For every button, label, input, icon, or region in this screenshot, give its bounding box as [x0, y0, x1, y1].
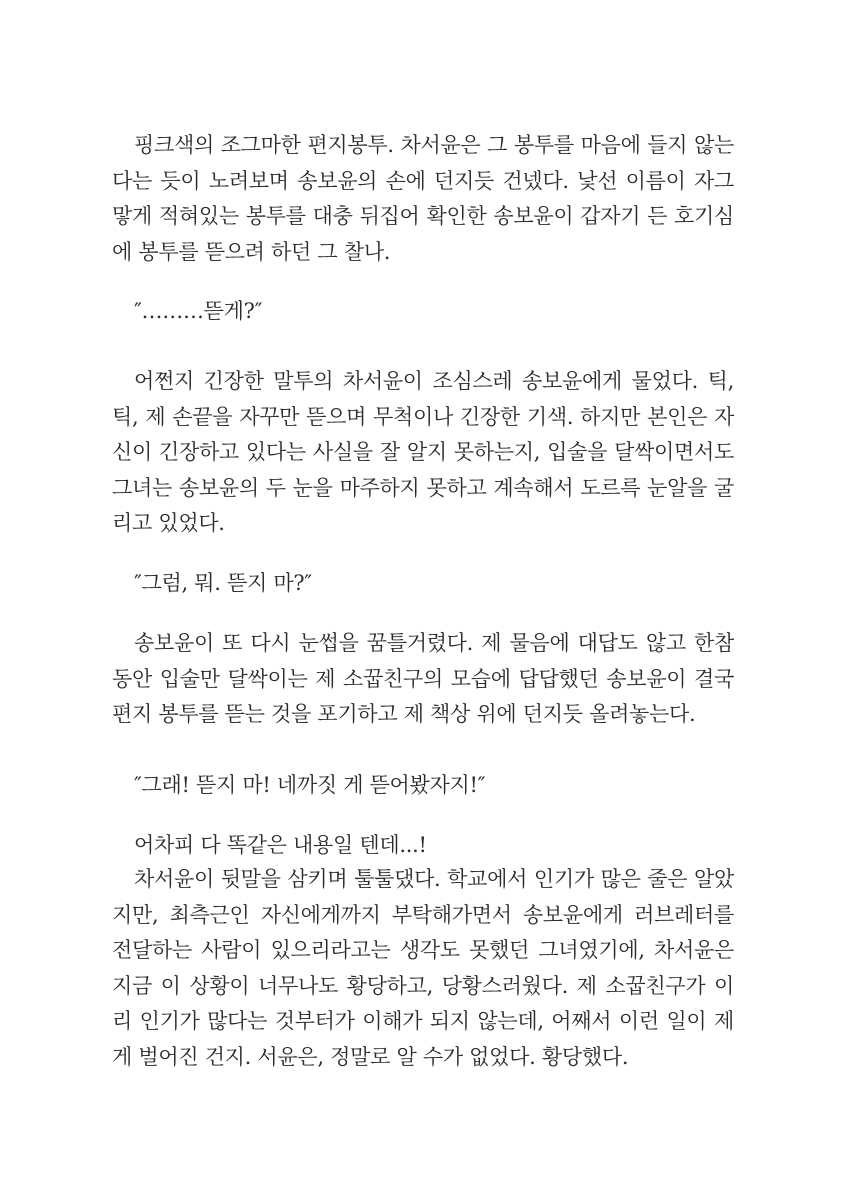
- paragraph-grumble: 차서윤이 뒷말을 삼키며 툴툴댔다. 학교에서 인기가 많은 줄은 알았지만, 최측근인 자신에게까지 부탁해가면서 송보윤에게 러브레터를 전달하는 사람이 있으리라고는 생각도 못했던 그녀였기에, 차서윤은 지금 이 상황이 너무나도 황당하고, 당황스러웠다. 제 소꿉친구가 이리 인기가 많다는 것부터가 이해가 되지 않는데, 어째서 이런 일이 제게 벌어진 건지. 서윤은, 정말로 알 수가 없었다. 황당했다.: [112, 867, 734, 1069]
- paragraph-envelope: 핑크색의 조그마한 편지봉투. 차서윤은 그 봉투를 마음에 들지 않는다는 듯이 노려보며 송보윤의 손에 던지듯 건넸다. 낯선 이름이 자그맣게 적혀있는 봉투를 대충 뒤집어 확인한 송보윤이 갑자기 든 호기심에 봉투를 뜯으려 하던 그 찰나.: [112, 133, 734, 264]
- paragraph-frown: 송보윤이 또 다시 눈썹을 꿈틀거렸다. 제 물음에 대답도 않고 한참 동안 입술만 달싹이는 제 소꿉친구의 모습에 답답했던 송보윤이 결국 편지 봉투를 뜯는 것을 포기하고 제 책상 위에 던지듯 올려놓는다.: [112, 631, 734, 726]
- dialogue-dont-open: ″그럼, 뭐. 뜯지 마?″: [134, 571, 312, 595]
- paragraph-nervous: 어쩐지 긴장한 말투의 차서윤이 조심스레 송보윤에게 물었다. 틱, 틱, 제 손끝을 자꾸만 뜯으며 무척이나 긴장한 기색. 하지만 본인은 자신이 긴장하고 있다는 사실을 잘 알지 못하는지, 입술을 달싹이면서도 그녀는 송보윤의 두 눈을 마주하지 못하고 계속해서 도르륵 눈알을 굴리고 있었다.: [112, 369, 734, 535]
- dialogue-fine: ″그래! 뜯지 마! 네까짓 게 뜯어봤자지!″: [134, 773, 486, 797]
- dialogue-open-question: ″………뜯게?″: [134, 299, 263, 323]
- paragraph-same-content: 어차피 다 똑같은 내용일 텐데...!: [134, 833, 427, 857]
